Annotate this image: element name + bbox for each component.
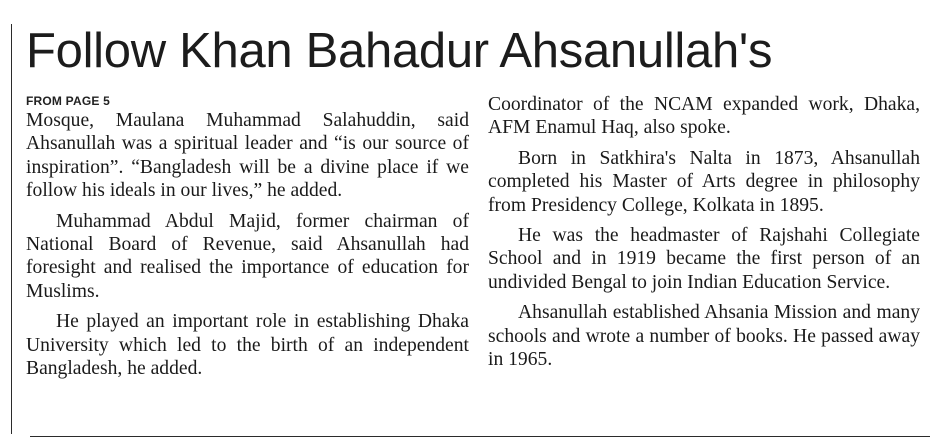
paragraph: Born in Satkhira's Nalta in 1873, Ahsanullah completed his Master of Arts degree in philosophy from Presidency College, Kolkata in 1895. xyxy=(488,147,920,216)
column-rule-left xyxy=(11,24,12,434)
paragraph: Mosque, Maulana Muhammad Salahuddin, said Ahsanullah was a spiritual leader and “is our source of inspiration”. “Bangladesh will be a divine place if we follow his ideals in our lives,” he added. xyxy=(26,110,469,202)
bottom-rule xyxy=(30,436,930,437)
paragraph: Coordinator of the NCAM expanded work, Dhaka, AFM Enamul Haq, also spoke. xyxy=(488,94,920,139)
article-column-right xyxy=(488,93,920,378)
article-column-left xyxy=(26,93,469,387)
article-headline: Follow Khan Bahadur Ahsanullah's xyxy=(26,24,773,78)
paragraph: He was the headmaster of Rajshahi Collegiate School and in 1919 became the first person of an undivided Bengal to join Indian Education Service. xyxy=(488,225,920,293)
paragraph: He played an important role in establishing Dhaka University which led to the birth of an independent Bangladesh, he added. xyxy=(26,311,469,380)
paragraph: Muhammad Abdul Majid, former chairman of National Board of Revenue, said Ahsanullah had foresight and realised the importance of education for Muslims. xyxy=(26,210,469,302)
paragraph: Ahsanullah established Ahsania Mission and many schools and wrote a number of books. He passed away in 1965. xyxy=(488,302,920,371)
continuation-kicker: FROM PAGE 5 xyxy=(26,94,110,108)
